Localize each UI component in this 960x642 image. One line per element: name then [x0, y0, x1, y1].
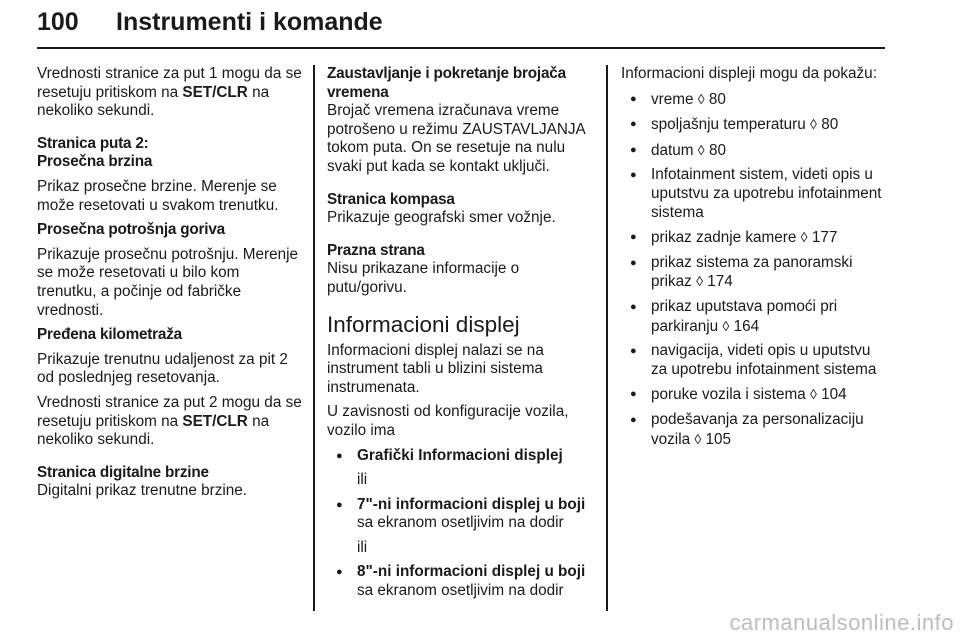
page-reference-icon: ◊: [722, 317, 730, 334]
paragraph-trip2-reset: [37, 394, 302, 450]
set-clr-label: SET/CLR: [182, 412, 248, 430]
paragraph-blank-page: Nisu prikazane informacije o putu/gorivu.: [327, 260, 520, 296]
page-header: [37, 6, 885, 46]
list-item-text: Infotainment sistem, videti opis u uputstvu za upotrebu infotainment sistema: [651, 166, 882, 221]
page-reference-icon: ◊: [810, 116, 817, 133]
display-options-list: [327, 563, 594, 600]
set-clr-label: SET/CLR: [182, 83, 248, 101]
column-divider-1: [313, 65, 315, 611]
list-item: [621, 90, 887, 110]
list-item: [621, 411, 887, 449]
list-item: [621, 342, 887, 379]
column-divider-2: [606, 65, 608, 611]
list-item: [621, 298, 887, 336]
list-item: [327, 563, 594, 600]
text: 7"-ni informacioni displej u boji: [357, 495, 586, 513]
or-text: ili: [357, 471, 368, 489]
page-reference-number[interactable]: 177: [811, 229, 838, 247]
list-item-text: podešavanja za personalizaciju vozila: [651, 410, 864, 448]
page-reference-number[interactable]: 80: [708, 141, 726, 159]
heading-average-speed: Prosečna brzina: [37, 153, 153, 171]
paragraph-distance: Prikazuje trenutnu udaljenost za pit 2 od poslednjeg resetovanja.: [37, 350, 288, 387]
text: na nekoliko sekundi.: [37, 412, 270, 449]
or-text: ili: [357, 538, 368, 556]
info-display-features-list: [621, 90, 887, 450]
page-reference-number[interactable]: 104: [821, 386, 847, 404]
heading-info-display: Informacioni displej: [327, 311, 520, 337]
page-reference-icon: ◊: [697, 141, 705, 158]
list-item: [621, 115, 887, 135]
display-options-list: [327, 496, 594, 533]
list-item-text: vreme: [651, 90, 698, 108]
paragraph-compass: Prikazuje geografski smer vožnje.: [327, 209, 556, 227]
paragraph-info-display-shows: Informacioni displeji mogu da pokažu:: [621, 65, 877, 82]
text: Vrednosti stranice za put 1 mogu da se resetuju pritiskom na: [37, 65, 302, 101]
paragraph-average-speed: Prikaz prosečne brzine. Merenje se može resetovati u svakom trenutku.: [37, 177, 279, 214]
section-title: Instrumenti i komande: [116, 8, 383, 36]
list-item: [621, 166, 887, 222]
heading-digital-speed: Stranica digitalne brzine: [37, 463, 209, 481]
page-reference-icon: ◊: [809, 386, 817, 403]
list-item-text: spoljašnju temperaturu: [651, 116, 811, 134]
list-item-text: navigacija, videti opis u uputstvu za upotrebu infotainment sistema: [651, 342, 877, 378]
column-2: [327, 65, 594, 607]
page-reference-number[interactable]: 164: [733, 317, 760, 335]
list-item-text: datum: [651, 141, 698, 159]
list-item-text: prikaz sistema za panoramski prikaz: [651, 253, 853, 291]
header-rule: [37, 47, 885, 49]
text: 8"-ni informacioni displej u boji: [357, 563, 586, 581]
column-1: [37, 65, 302, 501]
list-item: [327, 496, 594, 533]
text: sa ekranom osetljivim na dodir: [357, 514, 564, 532]
paragraph-average-consumption: Prikazuje prosečnu potrošnju. Merenje se može resetovati u bilo kom trenutku, a počinje od fabričke vrednosti.: [37, 245, 299, 319]
watermark: carmanualsonline.info: [729, 610, 954, 635]
text: na nekoliko sekundi.: [37, 83, 270, 120]
paragraph-digital-speed: Digitalni prikaz trenutne brzine.: [37, 482, 248, 500]
paragraph-info-display-1: Informacioni displej nalazi se na instrument tabli u blizini sistema instrumenata.: [327, 341, 544, 396]
page-reference-number[interactable]: 80: [708, 90, 726, 108]
paragraph-stop-timer: Brojač vremena izračunava vreme potrošeno u režimu ZAUSTAVLJANJA tokom puta. On se resetuje na nulu svaki put kada se kontakt uključi.: [327, 102, 585, 175]
paragraph-trip1-reset: [37, 65, 302, 121]
page-number: 100: [37, 8, 79, 36]
heading-compass: Stranica kompasa: [327, 190, 455, 208]
list-item: [621, 141, 887, 161]
paragraph-info-display-2: U zavisnosti od konfiguracije vozila, vozilo ima: [327, 403, 569, 439]
text: Vrednosti stranice za put 2 mogu da se resetuju pritiskom na: [37, 393, 302, 430]
list-item: [621, 385, 887, 405]
list-item: ● Grafički Informacioni displej: [327, 447, 594, 466]
heading-blank-page: Prazna strana: [327, 241, 425, 259]
page-reference-icon: ◊: [696, 273, 703, 290]
text: sa ekranom osetljivim na dodir: [357, 582, 564, 600]
heading-trip-page-2: Stranica puta 2:: [37, 134, 149, 152]
page-reference-number[interactable]: 174: [707, 273, 733, 291]
list-item-text: prikaz zadnje kamere: [651, 229, 801, 247]
page-reference-number[interactable]: 80: [821, 116, 839, 134]
list-item-text: prikaz uputstava pomoći pri parkiranju: [651, 297, 838, 335]
list-item-text: poruke vozila i sistema: [651, 386, 810, 404]
page-reference-icon: ◊: [697, 90, 705, 107]
column-3: [621, 65, 887, 455]
page-reference-icon: ◊: [694, 430, 702, 447]
page-reference-number[interactable]: 105: [705, 430, 732, 448]
list-item: [621, 228, 887, 248]
list-item: [621, 254, 887, 292]
heading-stop-timer: Zaustavljanje i pokretanje brojača vremena: [327, 65, 566, 101]
display-options-list: [327, 447, 594, 466]
page-reference-icon: ◊: [800, 229, 808, 246]
heading-distance: Pređena kilometraža: [37, 326, 182, 344]
heading-average-consumption: Prosečna potrošnja goriva: [37, 221, 225, 239]
